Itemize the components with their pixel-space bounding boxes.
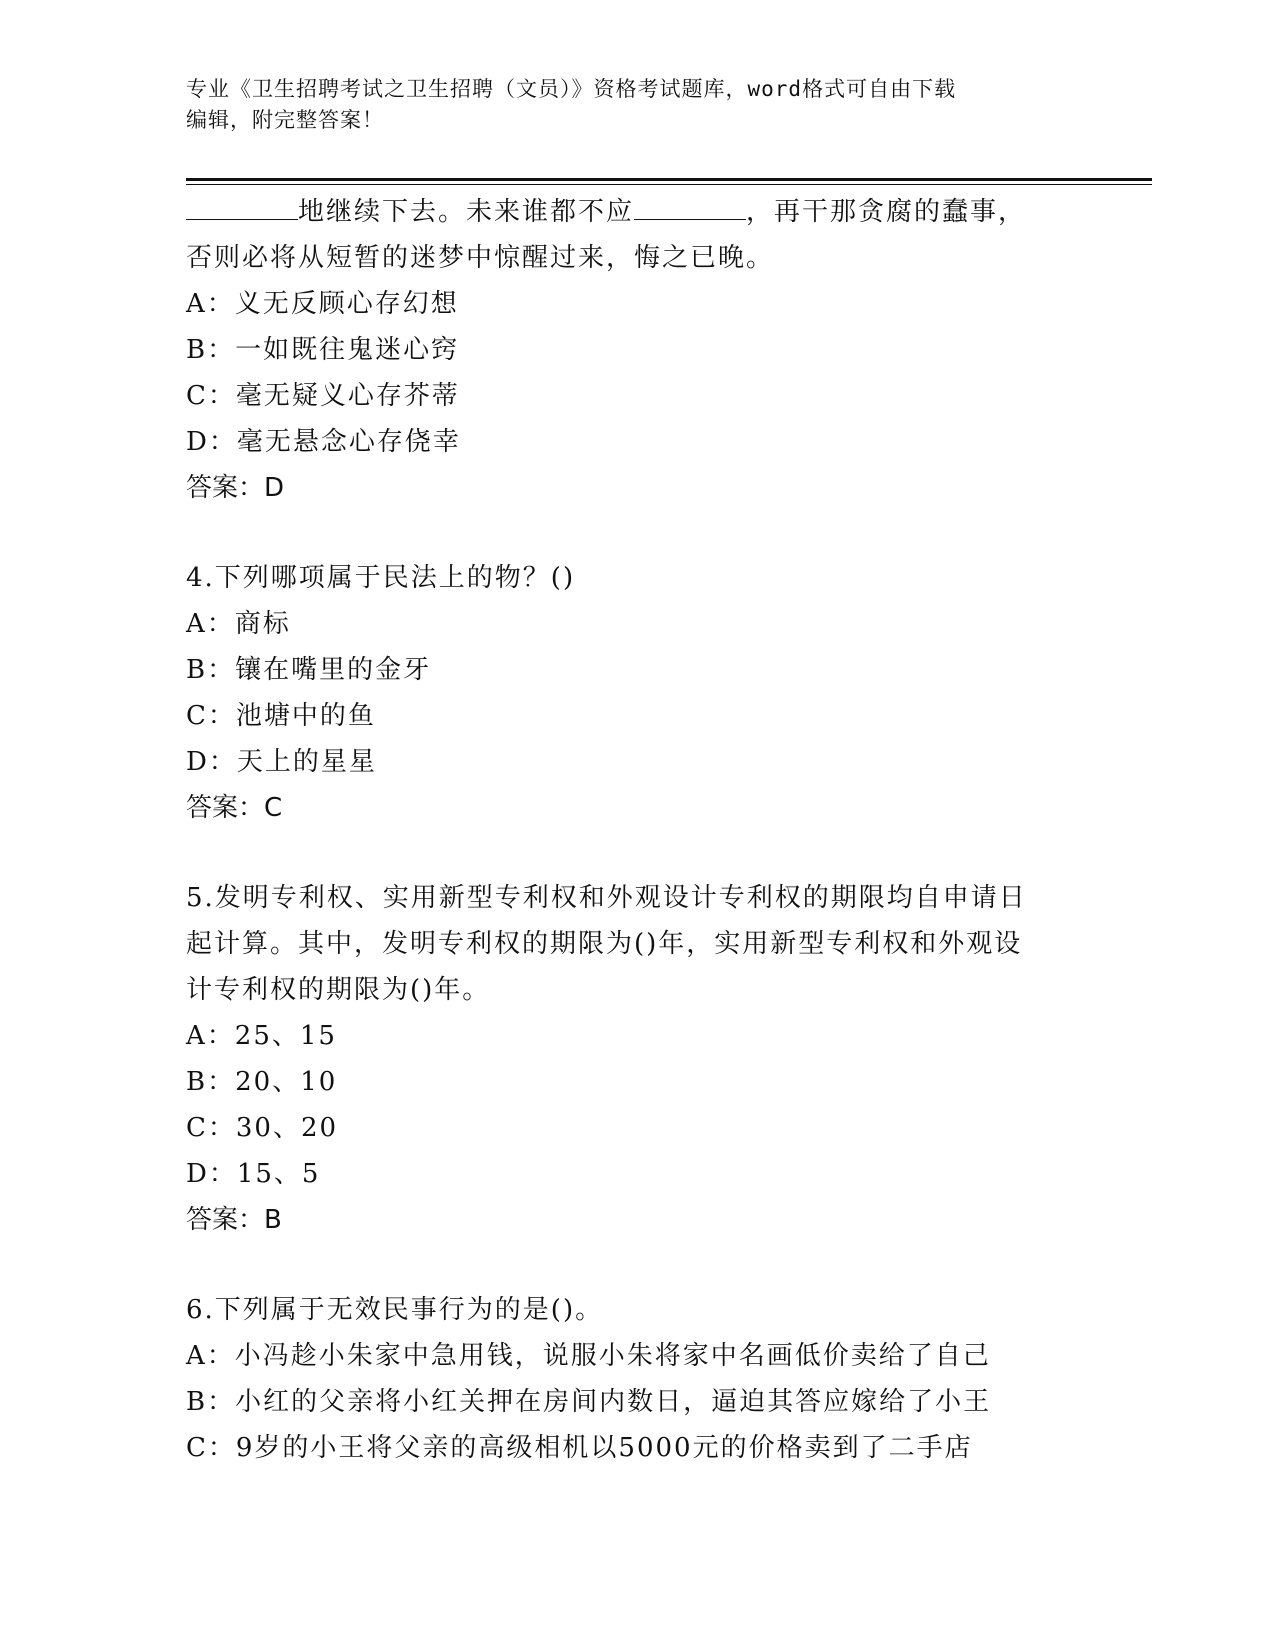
- option-a: A：25、15: [186, 1021, 337, 1051]
- fill-blank: [186, 193, 298, 220]
- option-c: C：池塘中的鱼: [186, 701, 376, 731]
- header-rule-thick: [186, 178, 1152, 181]
- option-d: D：毫无悬念心存侥幸: [186, 427, 461, 457]
- option-c: C：9岁的小王将父亲的高级相机以5000元的价格卖到了二手店: [186, 1433, 973, 1463]
- question-6: [186, 1287, 1066, 1471]
- option-c: C：毫无疑义心存芥蒂: [186, 381, 460, 411]
- answer-line: 答案：C: [186, 793, 283, 823]
- question-stem-line: 否则必将从短暂的迷梦中惊醒过来，悔之已晚。: [186, 243, 775, 273]
- option-a: A：小冯趁小朱家中急用钱，说服小朱将家中名画低价卖给了自己: [186, 1341, 991, 1371]
- header-line-2: 编辑，附完整答案！: [186, 108, 384, 132]
- document-header: [186, 74, 1066, 136]
- stem-text: ，再干那贪腐的蠢事，: [746, 197, 1027, 227]
- answer-line: 答案：B: [186, 1205, 282, 1235]
- question-gap: [186, 511, 1066, 555]
- question-stem-line: 5.发明专利权、实用新型专利权和外观设计专利权的期限均自申请日: [186, 883, 1027, 913]
- exam-content: [186, 189, 1066, 1471]
- option-c: C：30、20: [186, 1113, 339, 1143]
- header-line-1: 专业《卫生招聘考试之卫生招聘（文员）》资格考试题库，word格式可自由下载: [186, 77, 957, 101]
- question-stem-line: 起计算。其中，发明专利权的期限为()年，实用新型专利权和外观设: [186, 929, 1023, 959]
- fill-blank: [634, 193, 746, 220]
- question-stem-line: [186, 189, 1066, 235]
- question-stem-line: 4.下列哪项属于民法上的物？(): [186, 563, 576, 593]
- option-b: B：20、10: [186, 1067, 338, 1097]
- stem-text: 地继续下去。未来谁都不应: [298, 197, 635, 227]
- question-3: [186, 189, 1066, 511]
- header-rule-thin: [186, 184, 1152, 185]
- question-stem-line: 6.下列属于无效民事行为的是()。: [186, 1295, 604, 1325]
- option-b: B：一如既往鬼迷心窍: [186, 335, 460, 365]
- question-gap: [186, 1243, 1066, 1287]
- option-b: B：小红的父亲将小红关押在房间内数日，逼迫其答应嫁给了小王: [186, 1387, 992, 1417]
- option-d: D：天上的星星: [186, 747, 377, 777]
- option-a: A：义无反顾心存幻想: [186, 289, 459, 319]
- option-b: B：镶在嘴里的金牙: [186, 655, 432, 685]
- answer-line: 答案：D: [186, 473, 285, 503]
- option-a: A：商标: [186, 609, 291, 639]
- question-gap: [186, 831, 1066, 875]
- question-5: [186, 875, 1066, 1243]
- question-4: [186, 555, 1066, 831]
- option-d: D：15、5: [186, 1159, 321, 1189]
- question-stem-line: 计专利权的期限为()年。: [186, 975, 491, 1005]
